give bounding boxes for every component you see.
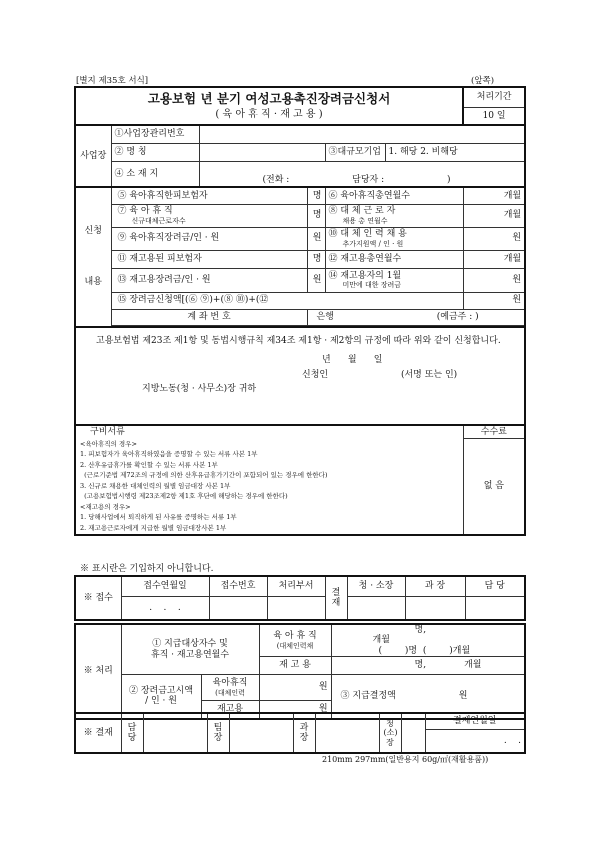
receipt-sign-manager[interactable] bbox=[405, 596, 465, 620]
title-cell bbox=[75, 87, 463, 125]
r8-unit[interactable]: 개월 bbox=[463, 204, 525, 227]
r7-label-a: ⑦ 육 아 휴 직 bbox=[117, 206, 173, 217]
p2-month: 개월 bbox=[464, 660, 482, 671]
approve-s3: 과장 bbox=[293, 713, 315, 753]
r8-label-b: 채용 총 연월수 bbox=[342, 216, 388, 225]
r10-label-b: 추가지원액 / 인 · 원 bbox=[342, 239, 404, 248]
addressee: 지방노동(청 · 사무소)장 귀하 bbox=[142, 384, 257, 395]
approve-s4-sign[interactable] bbox=[401, 713, 425, 753]
approve-s2-sign[interactable] bbox=[229, 713, 293, 753]
fee-label: 수수료 bbox=[463, 425, 525, 439]
account-field[interactable] bbox=[307, 309, 525, 325]
receipt-date[interactable]: . . . bbox=[121, 596, 209, 620]
p3-label-b: / 인 · 원 bbox=[145, 696, 177, 707]
r5-unit[interactable]: 명 bbox=[307, 187, 325, 204]
name-field[interactable] bbox=[199, 143, 325, 161]
manager-close: ) bbox=[447, 174, 451, 185]
r11-unit[interactable]: 명 bbox=[307, 250, 325, 268]
p3-label-a: ② 장려금고시액 bbox=[128, 685, 194, 696]
receipt-label: ※ 접수 bbox=[75, 576, 121, 620]
approve-date[interactable]: . . bbox=[425, 729, 525, 753]
receipt-h1: 접수연월일 bbox=[121, 576, 209, 596]
large-enterprise-options[interactable]: 1. 해당 2. 비해당 bbox=[385, 143, 525, 161]
manager-label: 담당자 : bbox=[352, 174, 385, 185]
r12-label: ⑫ 재고용총연월수 bbox=[325, 250, 463, 268]
r11-label: ⑪ 재고용된 피보험자 bbox=[111, 250, 307, 268]
address-field[interactable] bbox=[199, 161, 525, 187]
p1-type bbox=[259, 624, 331, 657]
r6-label: ⑥ 육아휴직총연월수 bbox=[325, 187, 463, 204]
p3-type-a: 육아휴직 bbox=[212, 678, 248, 689]
period-label: 처리기간 bbox=[463, 87, 525, 107]
fee-value: 없 음 bbox=[463, 439, 525, 535]
address-label: ④ 소 재 지 bbox=[111, 161, 199, 187]
doc-item: 1. 피보험자가 육아휴직하였음을 증명할 수 있는 서류 사본 1부 bbox=[80, 450, 258, 458]
p4-value[interactable]: 원 bbox=[259, 701, 331, 719]
phone-label: (전화 : bbox=[262, 174, 290, 185]
r14-unit[interactable]: 원 bbox=[463, 268, 525, 292]
paper-spec: 210mm 297mm(일반용지 60g/㎡(재활용품)) bbox=[322, 755, 489, 764]
receipt-dept[interactable] bbox=[267, 596, 325, 620]
r13-unit[interactable]: 원 bbox=[307, 268, 325, 292]
receipt-h5: 청 · 소장 bbox=[347, 576, 405, 596]
p1-paren: ( )명 ( )개월 bbox=[378, 645, 471, 656]
receipt-table bbox=[74, 575, 526, 621]
r9-label: ⑨ 육아휴직장려금/인 · 원 bbox=[111, 227, 307, 250]
p1-month: 개월 bbox=[372, 635, 390, 646]
p1-type-a: 육 아 휴 직 bbox=[273, 631, 317, 642]
name-label: ② 명 칭 bbox=[111, 143, 199, 161]
p4-type: 재고용 bbox=[201, 701, 259, 719]
mgmt-no-field[interactable] bbox=[199, 125, 525, 143]
large-enterprise-label: ③대규모기업 bbox=[325, 143, 385, 161]
approve-s4: 청(소)장 bbox=[379, 713, 401, 753]
receipt-h4: 결재 bbox=[325, 576, 347, 620]
mgmt-no-label: ①사업장관리번호 bbox=[111, 125, 199, 143]
p1-type-b: (대체인력채 bbox=[276, 641, 314, 650]
receipt-h7: 담 당 bbox=[465, 576, 525, 596]
applicant-label: 신청인 bbox=[302, 370, 329, 381]
doc-item: <재고용의 경우> bbox=[80, 502, 131, 511]
p5-label: ③ 지급결정액 bbox=[340, 691, 396, 702]
process-label: ※ 처리 bbox=[75, 624, 121, 719]
receipt-h3: 처리부서 bbox=[267, 576, 325, 596]
p1-label-b: 휴직 · 재고용연월수 bbox=[150, 649, 230, 660]
doc-item: 3. 신규로 채용한 대체인력의 월별 임금대장 사본 1부 bbox=[80, 481, 231, 490]
p5-unit: 원 bbox=[458, 691, 468, 702]
r13-label: ⑬ 재고용장려금/인 · 원 bbox=[111, 268, 307, 292]
p2-person: 명, bbox=[414, 660, 427, 671]
approve-date-label: 결재연월일 bbox=[425, 713, 525, 729]
notice: ※ 표시란은 기입하지 아니합니다. bbox=[80, 564, 214, 574]
r14-label bbox=[325, 268, 463, 292]
p3-value[interactable]: 원 bbox=[259, 675, 331, 701]
page-side: (앞쪽) bbox=[471, 76, 495, 86]
p1-person: 명, bbox=[414, 625, 427, 635]
p1-values[interactable] bbox=[331, 624, 525, 657]
r15-label: ⑮ 장려금신청액[(⑥ ⑨)+(⑧ ⑩)+(⑫ bbox=[111, 292, 463, 309]
sign-label: (서명 또는 인) bbox=[400, 370, 458, 381]
r7-label-b: 신규대체근로자수 bbox=[131, 216, 186, 225]
p3-type bbox=[201, 675, 259, 701]
application-form bbox=[74, 86, 526, 536]
section-business: 사업장 bbox=[75, 125, 111, 187]
approve-s1: 담당 bbox=[121, 713, 143, 753]
section-application-b: 내용 bbox=[84, 276, 102, 287]
r10-label-a: ⑩ 대 체 인 력 채 용 bbox=[328, 229, 407, 240]
r9-unit[interactable]: 원 bbox=[307, 227, 325, 250]
receipt-h2: 접수번호 bbox=[209, 576, 267, 596]
statement-date: 년 월 일 bbox=[322, 354, 383, 365]
r12-unit[interactable]: 개월 bbox=[463, 250, 525, 268]
r15-unit[interactable]: 원 bbox=[463, 292, 525, 309]
r10-unit[interactable]: 원 bbox=[463, 227, 525, 250]
r14-label-a: ⑭ 재고용자의 1월 bbox=[328, 270, 402, 281]
p1-label-a: ① 지급대상자수 및 bbox=[152, 639, 228, 650]
bank-label: 은행 bbox=[316, 311, 334, 322]
r6-unit[interactable]: 개월 bbox=[463, 187, 525, 204]
holder-label: (예금주 : ) bbox=[436, 311, 479, 322]
docs-label: 구비서류 bbox=[75, 425, 463, 439]
receipt-sign-staff[interactable] bbox=[465, 596, 525, 620]
doc-item: <육아휴직의 경우> bbox=[80, 439, 137, 448]
account-label: 계 좌 번 호 bbox=[111, 309, 307, 325]
approve-s2: 팀장 bbox=[207, 713, 229, 753]
docs-list bbox=[75, 439, 463, 535]
r8-label bbox=[325, 204, 463, 227]
page-subtitle: ( 육 아 휴 직 · 재 고 용 ) bbox=[215, 108, 323, 120]
p3-type-b: (대체인력 bbox=[215, 688, 245, 697]
doc-item: 2. 산후유급휴가를 확인할 수 있는 서류 사본 1부 bbox=[80, 460, 218, 469]
p2-values[interactable] bbox=[331, 657, 525, 675]
approve-s3-sign[interactable] bbox=[315, 713, 379, 753]
r7-label bbox=[111, 204, 307, 227]
p2-type: 재 고 용 bbox=[259, 657, 331, 675]
doc-item: 1. 당해사업에서 퇴직하게 된 사유를 증명하는 서류 1부 bbox=[80, 513, 237, 521]
doc-item: (근로기준법 제72조의 규정에 의한 산후유급휴가기간이 포함되어 있는 경우에 한한다) bbox=[80, 471, 328, 479]
approval-table bbox=[74, 712, 526, 754]
receipt-sign-chief[interactable] bbox=[347, 596, 405, 620]
section-application bbox=[75, 187, 111, 327]
period-value: 10 일 bbox=[463, 107, 525, 125]
r8-label-a: ⑧ 대 체 근 로 자 bbox=[328, 206, 396, 217]
r7-unit[interactable]: 명 bbox=[307, 204, 325, 227]
receipt-h6: 과 장 bbox=[405, 576, 465, 596]
statement-body: 고용보험법 제23조 제1항 및 동법시행규칙 제34조 제1항 · 제2항의 규정에 따라 위와 같이 신청합니다. bbox=[96, 335, 501, 346]
form-number: [별지 제35호 서식] bbox=[76, 76, 149, 86]
doc-item: (고용보험법시행령 제23조제2항 제1호 후단에 해당하는 경우에 한한다) bbox=[80, 492, 288, 500]
p1-label bbox=[121, 624, 259, 675]
r14-label-b: 미만에 대한 장려금 bbox=[342, 281, 402, 290]
r5-label: ⑤ 육아휴직한피보험자 bbox=[111, 187, 307, 204]
r10-label bbox=[325, 227, 463, 250]
section-application-a: 신청 bbox=[84, 226, 102, 237]
process-table bbox=[74, 623, 526, 720]
page-title: 고용보험 년 분기 여성고용촉진장려금신청서 bbox=[147, 90, 391, 106]
approve-label: ※ 결재 bbox=[75, 713, 121, 753]
statement-cell bbox=[75, 327, 525, 425]
doc-item: 2. 재고용근로자에게 지급한 월별 임금대장사본 1부 bbox=[80, 523, 227, 532]
approve-s1-sign[interactable] bbox=[143, 713, 207, 753]
receipt-number[interactable] bbox=[209, 596, 267, 620]
